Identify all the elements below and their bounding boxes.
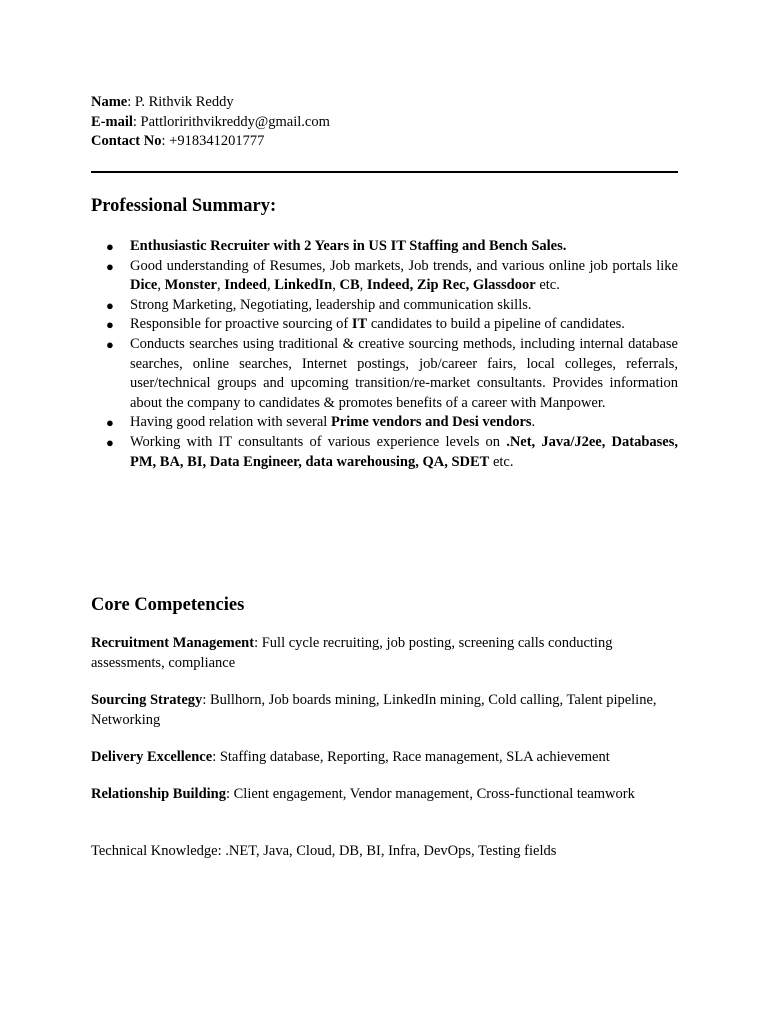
phone-row	[91, 132, 681, 152]
bullet-icon: ●	[106, 297, 114, 313]
summary-bold: LinkedIn	[274, 277, 333, 294]
core-item-text: : Staffing database, Reporting, Race management, SLA achievement	[212, 749, 610, 765]
bullet-icon: ●	[106, 336, 114, 352]
summary-bold: Dice	[130, 277, 158, 294]
name-row	[91, 93, 681, 113]
email-value: Pattloririthvikreddy@gmail.com	[136, 113, 330, 130]
phone-value: : +918341201777	[161, 133, 265, 149]
core-item-text: Technical Knowledge: .NET, Java, Cloud, DB, BI, Infra, DevOps, Testing fields	[91, 843, 557, 859]
summary-text: candidates to build a pipeline of candidates.	[367, 316, 625, 333]
summary-text: etc.	[489, 453, 514, 470]
email-row	[91, 113, 681, 133]
summary-text: .	[531, 414, 536, 431]
summary-item	[91, 296, 678, 316]
core-competencies-heading: Core Competencies	[91, 595, 245, 615]
name-value: : P. Rithvik Reddy	[127, 94, 234, 110]
professional-summary-heading: Professional Summary:	[91, 196, 277, 216]
name-label: Name	[91, 94, 128, 110]
summary-item	[91, 257, 678, 296]
summary-bold: Monster	[164, 277, 217, 294]
core-item-label: Recruitment Management	[91, 635, 255, 651]
summary-bold: .Net, Java/J2ee, Databases, PM, BA, BI, Data Engineer, data warehousing, QA, SDET	[130, 433, 678, 470]
bullet-icon: ●	[106, 258, 114, 274]
core-item-technical	[91, 842, 681, 862]
summary-text: Responsible for proactive sourcing of	[130, 316, 352, 333]
core-item-label: Relationship Building	[91, 786, 226, 802]
summary-item	[91, 315, 678, 335]
core-item-text: : Full cycle recruiting, job posting, screening calls conducting assessments, compliance	[91, 635, 613, 671]
summary-text: Working with IT consultants of various experience levels on	[130, 433, 507, 450]
core-item-sourcing	[91, 691, 681, 730]
core-item-delivery	[91, 748, 681, 768]
summary-bold: Indeed, Zip Rec, Glassdoor	[366, 277, 536, 294]
summary-item	[91, 237, 678, 257]
bullet-icon: ●	[106, 415, 114, 431]
summary-list	[91, 237, 678, 472]
summary-item	[91, 413, 678, 433]
summary-text: ,	[216, 277, 225, 294]
contact-block	[91, 93, 681, 152]
core-item-text: : Bullhorn, Job boards mining, LinkedIn mining, Cold calling, Talent pipeline, Networking	[91, 692, 657, 728]
core-item-recruitment	[91, 634, 681, 673]
email-label: E-mail	[91, 113, 133, 130]
core-item-text: : Client engagement, Vendor management, Cross-functional teamwork	[225, 786, 635, 802]
summary-bold: Prime vendors and Desi vendors	[330, 414, 532, 431]
bullet-icon: ●	[106, 317, 114, 333]
bullet-icon: ●	[106, 434, 114, 450]
summary-text: Having good relation with several	[130, 414, 331, 431]
email-separator: :	[132, 113, 137, 130]
summary-text: Conducts searches using traditional & creative sourcing methods, including internal database searches, online searches, Internet postings, job/career fairs, local colleges, referrals, user/technical groups and upcoming transition/re-market consultants. Provides information about the company to candidates & promotes benefits of a career with Manpower.	[130, 335, 678, 411]
core-item-relationship	[91, 785, 681, 805]
summary-text: ,	[332, 277, 340, 294]
phone-label: Contact No	[91, 133, 162, 149]
summary-item	[91, 335, 678, 413]
summary-text: ,	[266, 277, 275, 294]
summary-text: ,	[157, 277, 165, 294]
core-item-label: Delivery Excellence	[91, 749, 213, 765]
bullet-icon: ●	[106, 239, 114, 254]
summary-text: Strong Marketing, Negotiating, leadership and communication skills.	[130, 296, 532, 313]
header-divider	[91, 171, 678, 173]
summary-bold: IT	[351, 316, 368, 333]
summary-text: etc.	[535, 277, 560, 294]
summary-text: Good understanding of Resumes, Job markets, Job trends, and various online job portals like	[130, 257, 678, 274]
summary-item	[91, 433, 678, 472]
core-item-label: Sourcing Strategy	[91, 692, 203, 708]
summary-item-bold: Enthusiastic Recruiter with 2 Years in US IT Staffing and Bench Sales.	[130, 238, 567, 254]
summary-bold: Indeed	[224, 277, 267, 294]
summary-bold: CB	[339, 277, 360, 294]
summary-text: ,	[359, 277, 367, 294]
